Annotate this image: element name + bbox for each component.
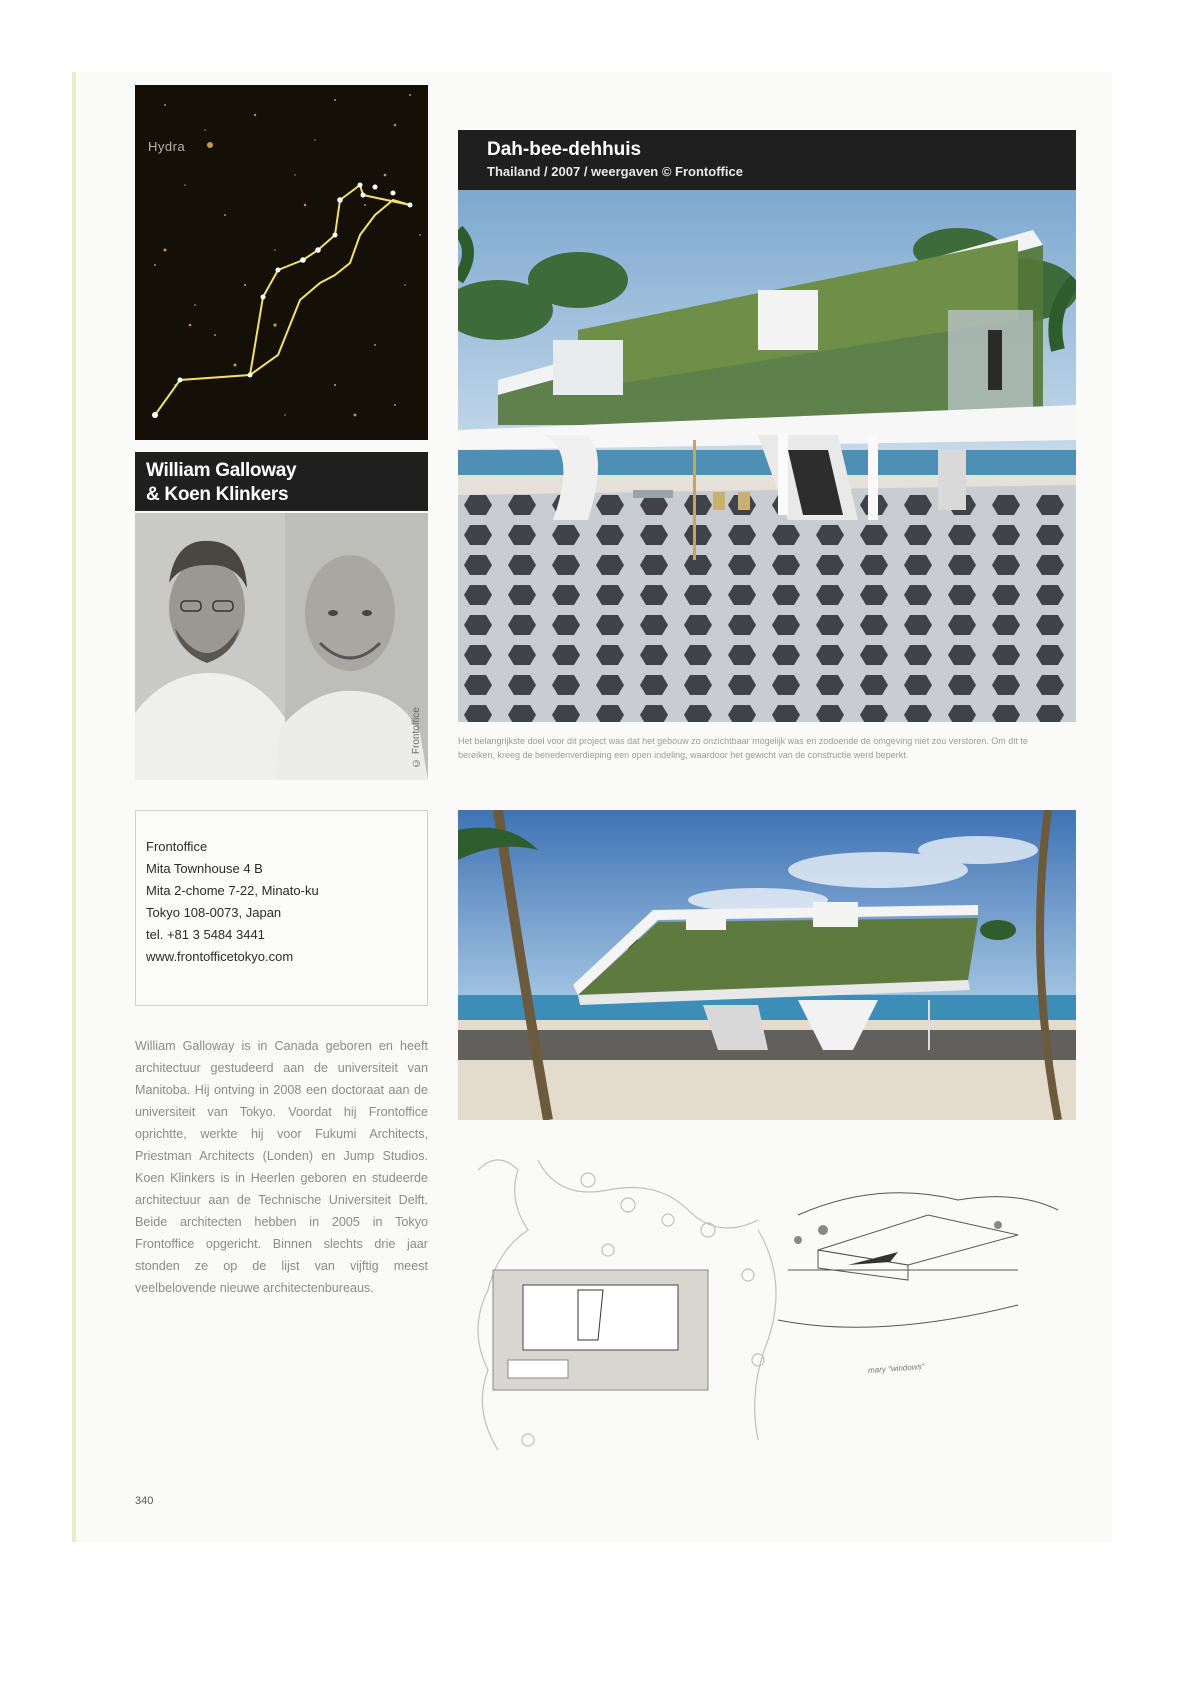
site-plan-and-perspective-sketches [458,1140,1076,1460]
constellation-label: Hydra [148,139,186,154]
house-render-beach [458,810,1076,1120]
address-phone: tel. +81 3 5484 3441 [146,927,265,942]
hydra-constellation-image [135,85,428,440]
page-number: 340 [135,1495,154,1507]
project-caption: Het belangrijkste doel voor dit project was dat het gebouw zo onzichtbaar mogelijk was en zodoende de omgeving niet zou verstoren. Om dit te bereiken, kreeg de benedenverdieping een open indeling, waardoor het gewicht van de constructie werd beperkt. [458,736,1028,760]
architect-name-line1: William Galloway [146,460,297,481]
project-subtitle: Thailand / 2007 / weergaven © Frontoffice [487,164,743,179]
address-street: Mita 2-chome 7-22, Minato-ku [146,883,319,898]
architect-name-line2: & Koen Klinkers [146,484,289,505]
page-spine [72,72,76,1542]
contact-address-box [135,810,428,1006]
project-title: Dah-bee-dehhuis [487,139,642,160]
address-city: Tokyo 108-0073, Japan [146,905,282,920]
architects-portrait-photo [135,513,428,780]
house-render-underside [458,190,1076,722]
address-company: Frontoffice [146,839,208,854]
address-building: Mita Townhouse 4 B [146,861,263,876]
project-header [458,130,1076,190]
architect-biography: William Galloway is in Canada geboren en heeft architectuur gestudeerd aan de universiteit van Manitoba. Hij ontving in 2008 een doctoraat aan de universiteit van Tokyo. Voordat hij Frontoffice oprichtte, werkte hij voor Fukumi Architects, Priestman Architects (Londen) en Jump Studios. Koen Klinkers is in Heerlen geboren en studeerde architectuur aan de Technische Universiteit Delft. Beide architecten hebben in 2005 in Tokyo Frontoffice opgericht. Binnen slechts drie jaar stonden ze op de lijst van vijftig meest veelbelovende nieuwe architectenbureaus. [135,1039,428,1295]
address-website[interactable]: www.frontofficetokyo.com [146,949,294,964]
photo-credit: © Frontoffice [411,707,422,768]
sketch-handwritten-note: mary "windows" [867,1362,925,1375]
architect-names-header [135,452,428,511]
